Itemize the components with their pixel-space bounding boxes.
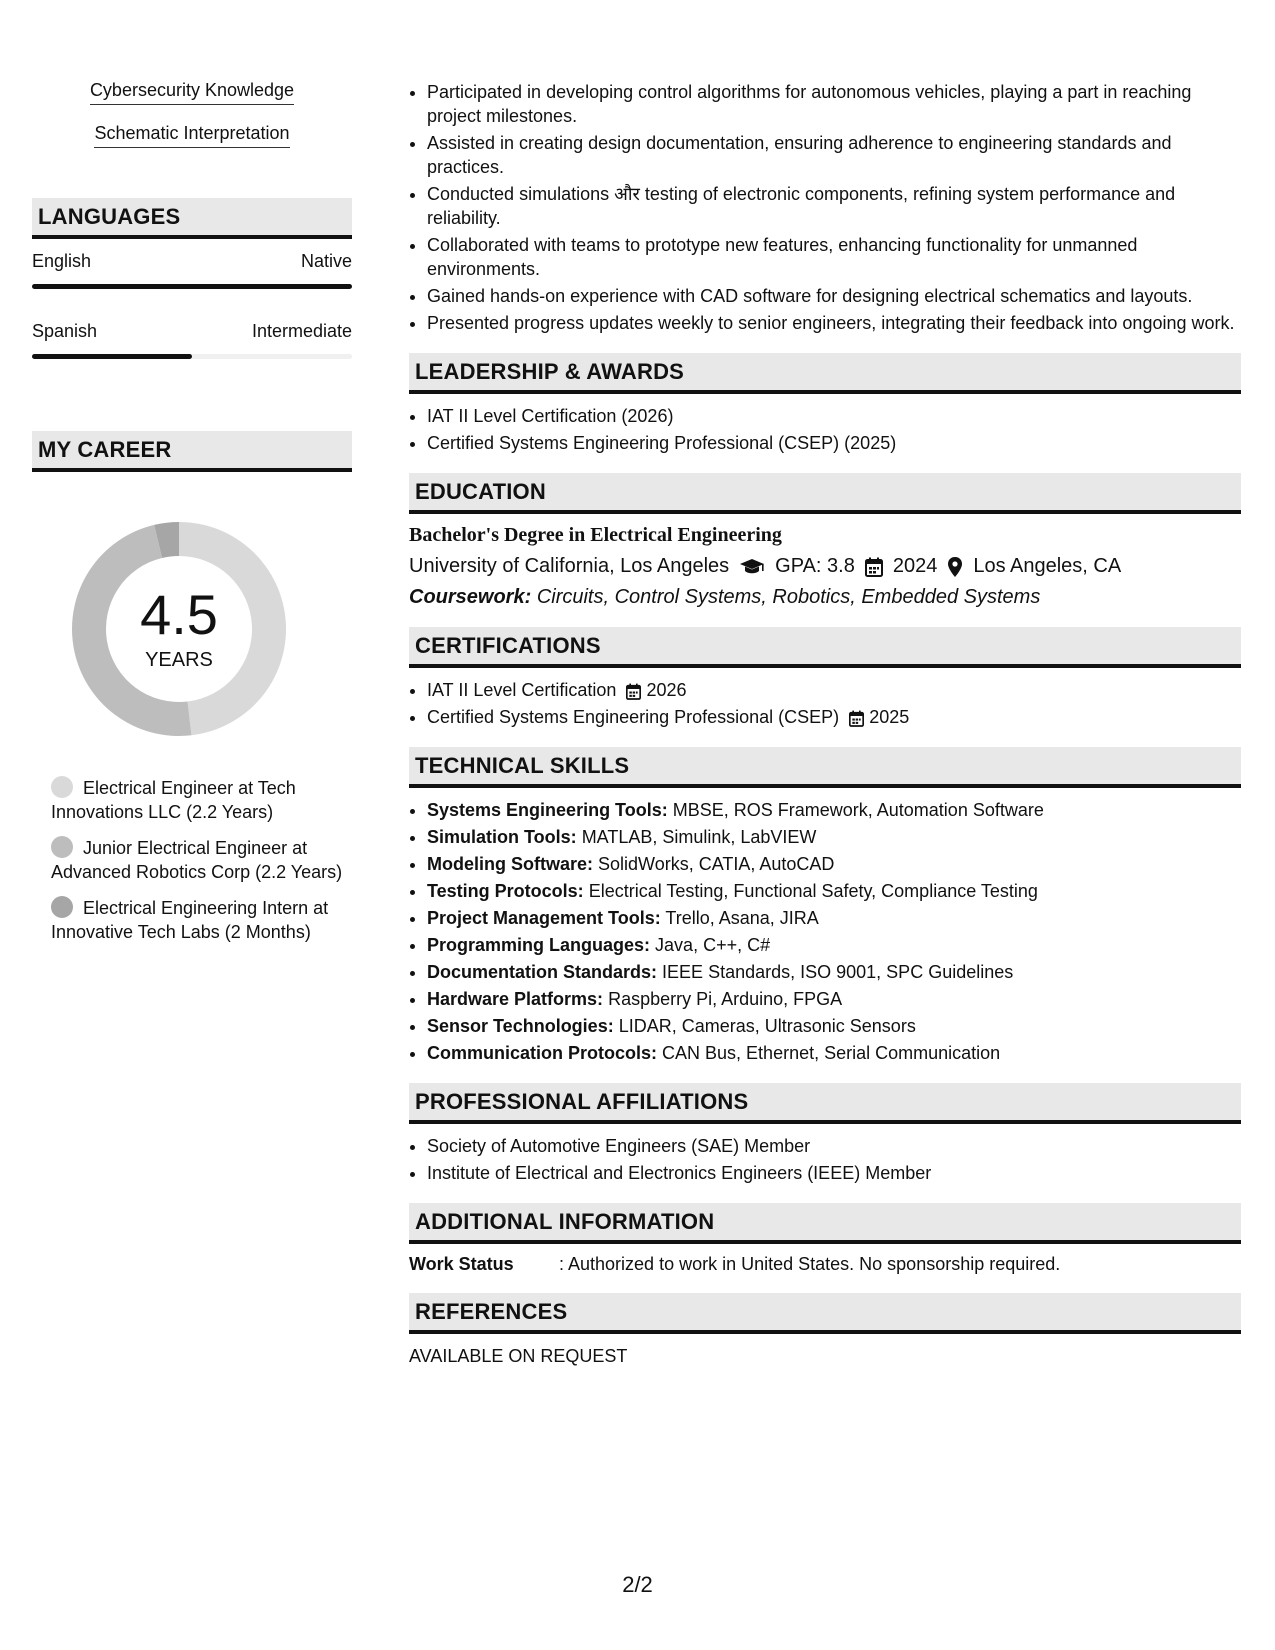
list-item: • Conducted simulations और testing of electronic components, refining system performance and reliability. bbox=[427, 182, 1241, 230]
list-item: • IAT II Level Certification (2026) bbox=[427, 404, 1241, 428]
career-total-years: 4.5 bbox=[140, 582, 218, 646]
career-item: Junior Electrical Engineer at Advanced Robotics Corp (2.2 Years) bbox=[51, 838, 343, 882]
list-item: • Collaborated with teams to prototype new features, enhancing functionality for unmanned environments. bbox=[427, 233, 1241, 281]
page-number: 2/2 bbox=[622, 1572, 653, 1597]
certifications-heading: CERTIFICATIONS bbox=[409, 627, 1241, 668]
degree-title: Bachelor's Degree in Electrical Engineering bbox=[409, 524, 782, 546]
language-name: English bbox=[32, 251, 92, 271]
list-item: • Participated in developing control algorithms for autonomous vehicles, playing a part in reaching project milestones. bbox=[427, 80, 1241, 128]
career-item: Electrical Engineer at Tech Innovations LLC (2.2 Years) bbox=[51, 778, 296, 822]
list-item: • Certified Systems Engineering Professional (CSEP) (2025) bbox=[427, 431, 1241, 455]
skill-tag: Schematic Interpretation bbox=[32, 123, 352, 148]
list-item: • Hardware Platforms: Raspberry Pi, Arduino, FPGA bbox=[427, 987, 1241, 1011]
career-item: Electrical Engineering Intern at Innovative Tech Labs (2 Months) bbox=[51, 898, 329, 942]
coursework: Coursework: Circuits, Control Systems, Robotics, Embedded Systems bbox=[409, 586, 1041, 608]
career-legend bbox=[32, 776, 352, 944]
legend-dot-icon bbox=[51, 836, 73, 858]
calendar-icon bbox=[865, 557, 883, 577]
references-text: AVAILABLE ON REQUEST bbox=[409, 1346, 628, 1366]
legend-dot-icon bbox=[51, 896, 73, 918]
list-item: • Systems Engineering Tools: MBSE, ROS Framework, Automation Software bbox=[427, 798, 1241, 822]
sidebar bbox=[32, 80, 352, 944]
language-name: Spanish bbox=[32, 321, 98, 341]
graduation-cap-icon bbox=[739, 558, 765, 576]
education-heading: EDUCATION bbox=[409, 473, 1241, 514]
school-location: Los Angeles, CA bbox=[973, 555, 1122, 577]
language-english bbox=[32, 251, 352, 289]
legend-dot-icon bbox=[51, 776, 73, 798]
career-heading: MY CAREER bbox=[32, 431, 352, 472]
list-item: • Programming Languages: Java, C++, C# bbox=[427, 933, 1241, 957]
school-name: University of California, Los Angeles bbox=[409, 555, 730, 577]
calendar-icon bbox=[626, 683, 641, 700]
list-item: • Assisted in creating design documentation, ensuring adherence to engineering standards and practices. bbox=[427, 131, 1241, 179]
additional-info-heading: ADDITIONAL INFORMATION bbox=[409, 1203, 1241, 1244]
career-total-unit: YEARS bbox=[145, 648, 213, 671]
graduation-year: 2024 bbox=[892, 555, 938, 577]
list-item: • Testing Protocols: Electrical Testing, Functional Safety, Compliance Testing bbox=[427, 879, 1241, 903]
list-item: • Simulation Tools: MATLAB, Simulink, LabVIEW bbox=[427, 825, 1241, 849]
certifications-list bbox=[409, 678, 1241, 729]
experience-bullets bbox=[409, 80, 1241, 335]
affiliations-heading: PROFESSIONAL AFFILIATIONS bbox=[409, 1083, 1241, 1124]
list-item: • Certified Systems Engineering Professional (CSEP) 2025 bbox=[427, 705, 1241, 729]
language-bar bbox=[32, 354, 352, 359]
list-item: • IAT II Level Certification 2026 bbox=[427, 678, 1241, 702]
list-item: • Society of Automotive Engineers (SAE) Member bbox=[427, 1134, 1241, 1158]
skill-tag: Cybersecurity Knowledge bbox=[32, 80, 352, 105]
list-item: • Project Management Tools: Trello, Asana, JIRA bbox=[427, 906, 1241, 930]
education-details bbox=[409, 555, 1241, 578]
languages-heading: LANGUAGES bbox=[32, 198, 352, 239]
leadership-list bbox=[409, 404, 1241, 455]
list-item: • Presented progress updates weekly to senior engineers, integrating their feedback into ongoing work. bbox=[427, 311, 1241, 335]
map-pin-icon bbox=[947, 556, 963, 578]
work-status-value: : Authorized to work in United States. No sponsorship required. bbox=[559, 1254, 1061, 1274]
language-level: Native bbox=[300, 251, 352, 271]
main-content bbox=[409, 80, 1241, 1367]
gpa: GPA: 3.8 bbox=[775, 555, 855, 577]
career-donut-chart bbox=[64, 514, 294, 744]
language-bar bbox=[32, 284, 352, 289]
list-item: • Gained hands-on experience with CAD software for designing electrical schematics and layouts. bbox=[427, 284, 1241, 308]
list-item: • Modeling Software: SolidWorks, CATIA, AutoCAD bbox=[427, 852, 1241, 876]
technical-skills-heading: TECHNICAL SKILLS bbox=[409, 747, 1241, 788]
leadership-heading: LEADERSHIP & AWARDS bbox=[409, 353, 1241, 394]
language-bar-fill bbox=[32, 284, 352, 289]
work-status-row bbox=[409, 1254, 1241, 1275]
list-item: • Institute of Electrical and Electronics Engineers (IEEE) Member bbox=[427, 1161, 1241, 1185]
work-status-label: Work Status bbox=[409, 1254, 514, 1274]
language-level: Intermediate bbox=[251, 321, 352, 341]
affiliations-list bbox=[409, 1134, 1241, 1185]
language-spanish bbox=[32, 321, 352, 359]
list-item: • Documentation Standards: IEEE Standards, ISO 9001, SPC Guidelines bbox=[427, 960, 1241, 984]
language-bar-fill bbox=[32, 354, 192, 359]
list-item: • Communication Protocols: CAN Bus, Ethernet, Serial Communication bbox=[427, 1041, 1241, 1065]
calendar-icon bbox=[849, 710, 864, 727]
list-item: • Sensor Technologies: LIDAR, Cameras, Ultrasonic Sensors bbox=[427, 1014, 1241, 1038]
references-heading: REFERENCES bbox=[409, 1293, 1241, 1334]
technical-skills-list bbox=[409, 798, 1241, 1065]
